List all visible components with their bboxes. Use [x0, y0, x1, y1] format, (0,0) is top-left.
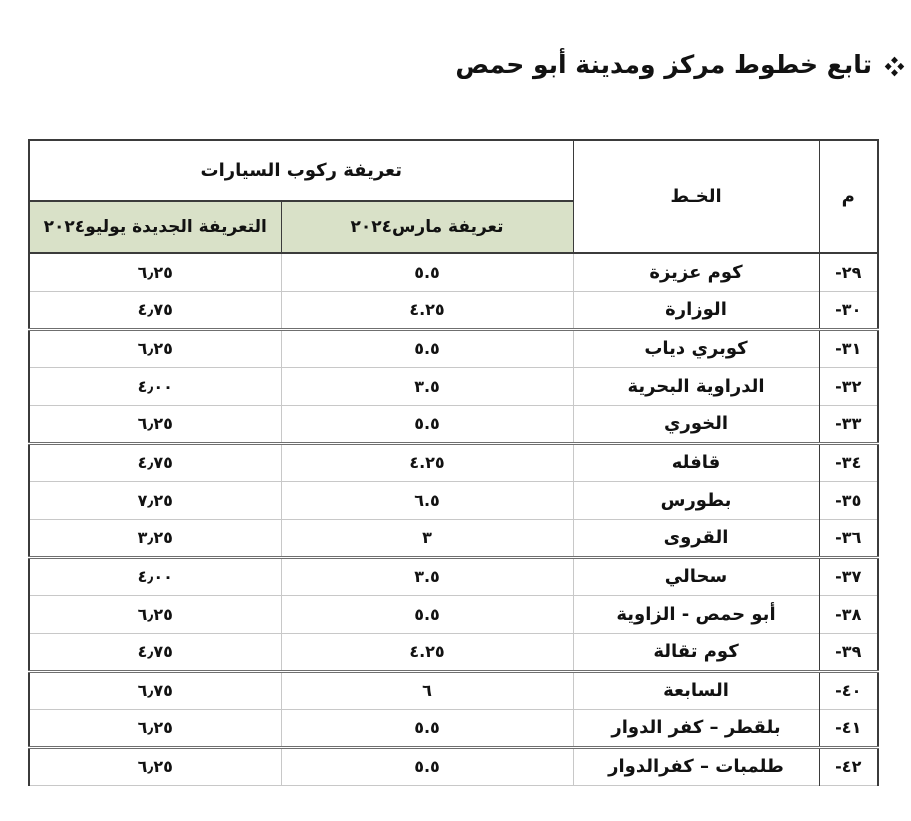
table-row: [29, 329, 878, 367]
table-row: [29, 253, 878, 291]
march-tariff-cell: ٦: [281, 671, 573, 709]
new-tariff-cell: ٦٫٢٥: [29, 747, 281, 785]
num-column-header: م: [819, 140, 878, 253]
line-name-cell: أبو حمص - الزاوية: [573, 595, 819, 633]
new-tariff-cell: ٦٫٢٥: [29, 595, 281, 633]
line-name-cell: كوبري دياب: [573, 329, 819, 367]
new-tariff-cell: ٣٫٢٥: [29, 519, 281, 557]
header-row-top: [29, 140, 878, 201]
march-tariff-header: تعريفة مارس٢٠٢٤: [281, 201, 573, 253]
line-name-cell: قافله: [573, 443, 819, 481]
row-number-cell: ٣٦-: [819, 519, 878, 557]
march-tariff-cell: ٥.٥: [281, 405, 573, 443]
table-row: [29, 595, 878, 633]
march-tariff-cell: ٥.٥: [281, 595, 573, 633]
new-tariff-cell: ٤٫٧٥: [29, 291, 281, 329]
line-column-header: الخـط: [573, 140, 819, 253]
march-tariff-cell: ٥.٥: [281, 329, 573, 367]
table-row: [29, 557, 878, 595]
row-number-cell: ٤٢-: [819, 747, 878, 785]
new-tariff-cell: ٧٫٢٥: [29, 481, 281, 519]
line-name-cell: كوم عزيزة: [573, 253, 819, 291]
table-row: [29, 291, 878, 329]
new-tariff-cell: ٦٫٢٥: [29, 405, 281, 443]
row-number-cell: ٣٠-: [819, 291, 878, 329]
row-number-cell: ٣٣-: [819, 405, 878, 443]
row-number-cell: ٣٨-: [819, 595, 878, 633]
page-title-text: تابع خطوط مركز ومدينة أبو حمص: [455, 50, 872, 79]
march-tariff-cell: ٣.٥: [281, 557, 573, 595]
table-row: [29, 671, 878, 709]
line-name-cell: بطورس: [573, 481, 819, 519]
line-name-cell: طلمبات – كفرالدوار: [573, 747, 819, 785]
march-tariff-cell: ٣: [281, 519, 573, 557]
line-name-cell: السابعة: [573, 671, 819, 709]
table-row: [29, 405, 878, 443]
row-number-cell: ٣٢-: [819, 367, 878, 405]
new-tariff-cell: ٤٫٧٥: [29, 443, 281, 481]
table-row: [29, 519, 878, 557]
row-number-cell: ٤٠-: [819, 671, 878, 709]
new-tariff-cell: ٦٫٢٥: [29, 329, 281, 367]
line-name-cell: بلقطر – كفر الدوار: [573, 709, 819, 747]
new-tariff-header: التعريفة الجديدة يوليو٢٠٢٤: [29, 201, 281, 253]
row-number-cell: ٣٧-: [819, 557, 878, 595]
line-name-cell: كوم تقالة: [573, 633, 819, 671]
new-tariff-cell: ٤٫٧٥: [29, 633, 281, 671]
new-tariff-cell: ٦٫٢٥: [29, 709, 281, 747]
row-number-cell: ٣١-: [819, 329, 878, 367]
march-tariff-cell: ٥.٥: [281, 253, 573, 291]
row-number-cell: ٣٤-: [819, 443, 878, 481]
row-number-cell: ٤١-: [819, 709, 878, 747]
line-name-cell: الدراوية البحرية: [573, 367, 819, 405]
line-name-cell: سحالي: [573, 557, 819, 595]
table-row: [29, 633, 878, 671]
table-row: [29, 367, 878, 405]
march-tariff-cell: ٣.٥: [281, 367, 573, 405]
table-row: [29, 709, 878, 747]
line-name-cell: الوزارة: [573, 291, 819, 329]
new-tariff-cell: ٦٫٢٥: [29, 253, 281, 291]
table-row: [29, 443, 878, 481]
fare-table: [28, 139, 879, 786]
line-name-cell: القروى: [573, 519, 819, 557]
page-title: [455, 50, 905, 79]
march-tariff-cell: ٥.٥: [281, 709, 573, 747]
table-row: [29, 747, 878, 785]
fare-group-header: تعريفة ركوب السيارات: [29, 140, 573, 201]
row-number-cell: ٢٩-: [819, 253, 878, 291]
new-tariff-cell: ٤٫٠٠: [29, 557, 281, 595]
march-tariff-cell: ٦.٥: [281, 481, 573, 519]
march-tariff-cell: ٤.٢٥: [281, 443, 573, 481]
new-tariff-cell: ٦٫٧٥: [29, 671, 281, 709]
row-number-cell: ٣٥-: [819, 481, 878, 519]
march-tariff-cell: ٥.٥: [281, 747, 573, 785]
row-number-cell: ٣٩-: [819, 633, 878, 671]
march-tariff-cell: ٤.٢٥: [281, 633, 573, 671]
four-diamonds-bullet-icon: [884, 56, 905, 77]
line-name-cell: الخوري: [573, 405, 819, 443]
march-tariff-cell: ٤.٢٥: [281, 291, 573, 329]
table-row: [29, 481, 878, 519]
new-tariff-cell: ٤٫٠٠: [29, 367, 281, 405]
